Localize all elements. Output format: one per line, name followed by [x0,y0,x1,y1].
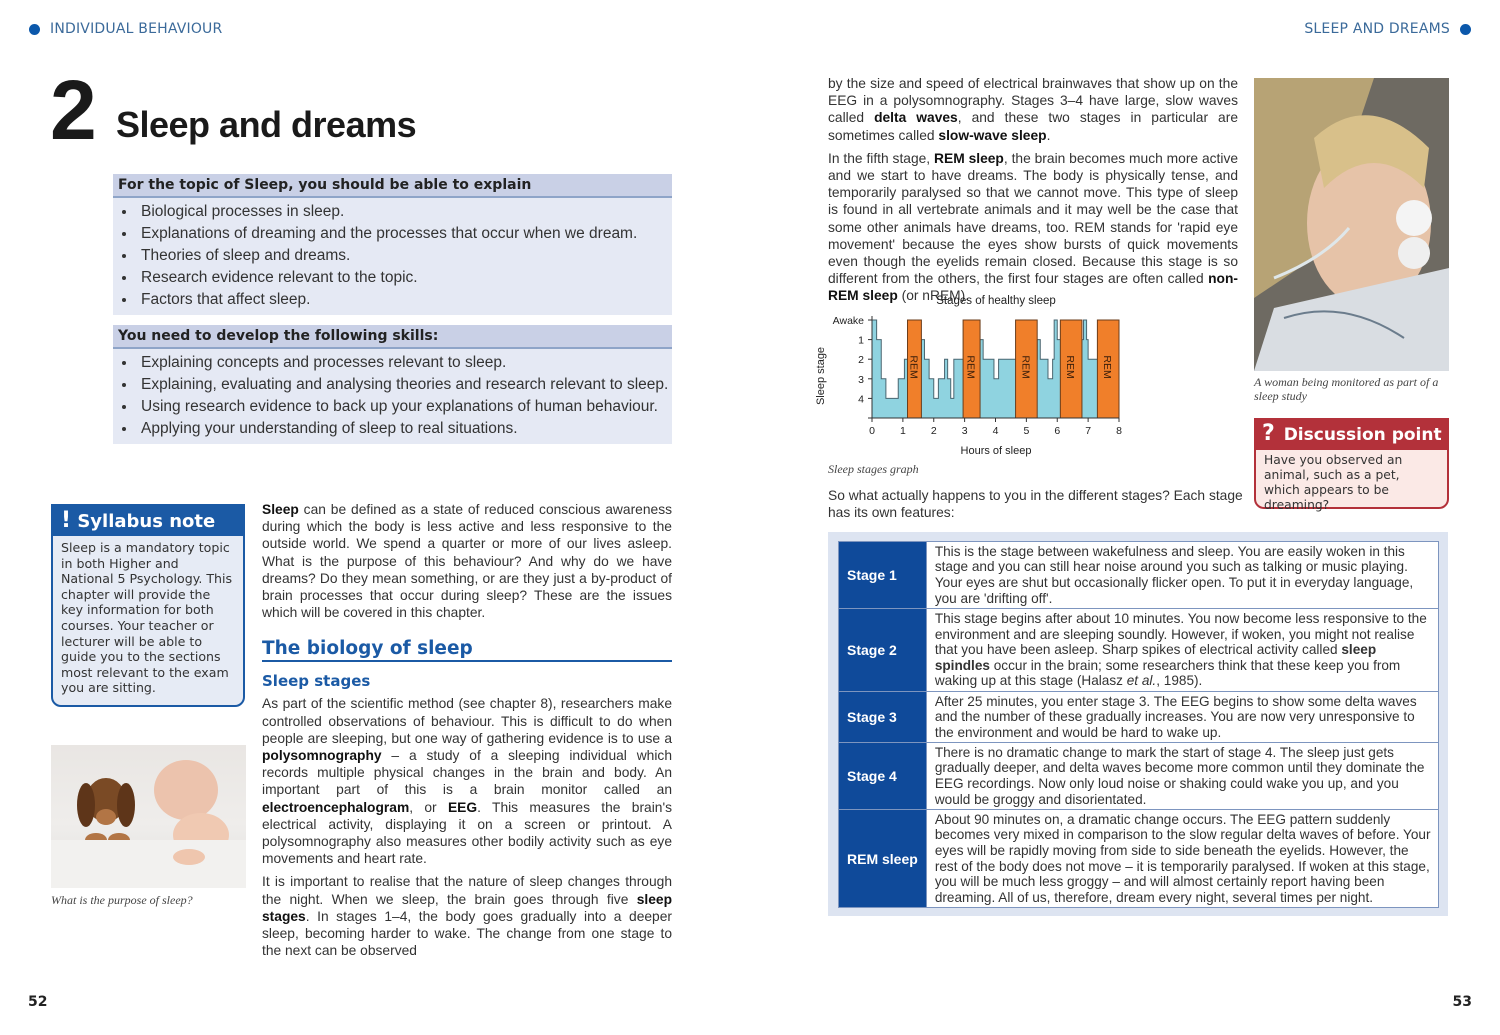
term-delta-waves: delta waves [874,110,958,126]
chart-x-tick-label: 6 [1054,425,1061,437]
baby-and-puppy-illustration [51,745,246,888]
text-run: – a study of a sleeping individual which records multiple physical changes in the brain and body. An important part of this is a brain monitor called an [262,748,672,798]
text-run: , 1985). [1156,673,1203,689]
chart-x-tick-label: 4 [992,425,999,437]
chart-y-tick-label: 2 [858,354,864,367]
chapter-number: 2 [50,63,97,157]
rem-bar-label: REM [1101,355,1114,379]
list-item: • Applying your understanding of sleep to real situations. [137,418,672,440]
chart-caption: Sleep stages graph [828,462,919,476]
term-sleep-stages: sleep stages [262,891,672,924]
chart-x-tick-label: 0 [869,425,875,437]
chart-x-tick-label: 1 [899,425,906,437]
table-intro-paragraph: So what actually happens to you in the different stages? Each stage has its own features: [828,488,1243,521]
text-run: As part of the scientific method (see chapter 8), researchers make controlled observations of behaviour. This is difficult to do when people are sleeping, but one way of gathering evidence is to use a [262,696,672,746]
objectives-skills-list [113,349,672,444]
objectives-explain-list [113,198,672,315]
chart-y-axis-label: Sleep stage [815,346,827,406]
table-intro [828,487,1243,521]
list-item: • Biological processes in sleep. [137,201,672,223]
page-number-right: 53 [1452,994,1472,1010]
objectives-skills-box [113,325,672,444]
table-row [839,542,1439,609]
exclamation-icon: ! [61,508,72,533]
chart-y-tick-label: 1 [858,334,864,347]
term-sleep-spindles: sleep spindles [934,642,1377,673]
list-item: • Theories of sleep and dreams. [137,245,672,267]
chart-y-tick-label: 4 [858,393,864,406]
question-mark-icon: ? [1262,421,1275,446]
paragraph-rem-sleep [828,150,1238,305]
text-run: It is important to realise that the nature of sleep changes through the night. When we sleep, the brain goes through five [262,874,672,907]
term-sleep: Sleep [262,502,299,517]
list-item: • Using research evidence to back up your explanations of human behaviour. [137,396,672,418]
syllabus-note-title: Syllabus note [77,511,216,532]
syllabus-note-body: Sleep is a mandatory topic in both Higher and National 5 Psychology. This chapter will provide the key information for both courses. Your teacher or lecturer will be able to guide you to the sections most relevant to the exam you are sitting. [61,540,233,696]
chart-x-tick-label: 8 [1116,425,1122,437]
section-bullet-icon [29,24,40,35]
text-run: . This measures the brain's electrical activity, displaying it on a screen or printout. A polysomnography also measures other bodily activity such as eye movements and heart rate. [262,799,672,867]
text-run: , and these two stages in particular are sometimes called [828,110,1239,143]
discussion-point-header [1256,420,1447,450]
stages-table [838,541,1439,908]
term-polysomnography: polysomnography [262,748,382,764]
stage-description: About 90 minutes on, a dramatic change occurs. The EEG pattern suddenly becomes very mixed in comparison to the slow regular delta waves of before. Your eyes will be rapidly moving from side to side beneath the eyelids. However, the rest of the body does not move – it is temporarily paralysed. If woken at this stage, you will be much less groggy – and will almost certainly report having been dreaming. All of us, therefore, dream every night, several times per night. [926,810,1438,908]
discussion-point-body: Have you observed an animal, such as a pet, which appears to be dreaming? [1264,453,1403,512]
sleep-study-caption: A woman being monitored as part of a sleep study [1254,375,1439,403]
stages-table-panel [828,532,1448,916]
stage-label: Stage 3 [839,692,927,743]
text-run: et al. [1126,673,1157,689]
discussion-point-box [1254,418,1449,512]
list-item: • Explaining concepts and processes relevant to sleep. [137,352,672,374]
sleep-study-illustration [1254,78,1449,371]
chart-x-tick-label: 7 [1085,425,1092,437]
left-main-column [262,501,672,959]
sleep-stages-chart [812,292,1142,460]
paragraph-delta-waves [828,75,1238,144]
discussion-point-title: Discussion point [1283,425,1442,445]
text-run: by the size and speed of electrical brainwaves that show up on the EEG in a polysomnography. Stages 3–4 have large, slow waves called [828,76,1238,126]
chart-x-axis-label: Hours of sleep [960,445,1032,457]
stage-label: REM sleep [839,810,927,908]
term-rem-sleep: REM sleep [934,150,1004,166]
section-bullet-icon [1460,24,1471,35]
baby-photo-caption: What is the purpose of sleep? [51,893,193,907]
stage-description: There is no dramatic change to mark the start of stage 4. The sleep just gets gradually deeper, and delta waves become more common until they dominate the EEG recordings. Now only loud noise or shaking could wake you up, and you would be groggy and disorientated. [926,743,1438,810]
chart-title: Stages of healthy sleep [936,295,1056,307]
stage-label: Stage 1 [839,542,927,609]
text-run: In the fifth stage, [828,150,935,166]
objectives-explain-heading: For the topic of Sleep, you should be able to explain [113,174,672,198]
sleep-study-photo [1254,78,1449,371]
paragraph-sleep-stages [262,873,672,959]
text-run: , the brain becomes much more active and we start to have dreams. The body is physically tense, and temporarily paralysed so that we cannot move. This type of sleep is found in all vertebrate animals and it may well be the case that some other animals have dreams, too. REM stands for 'rapid eye movement' because the eyes show bursts of quick movements even though the eyelids remain closed. Because this stage is so different from the others, the first four stages are often called [828,150,1239,287]
syllabus-note-header [53,506,243,536]
text-run: , or [409,799,448,815]
list-item: • Explaining, evaluating and analysing theories and research relevant to sleep. [137,374,672,396]
table-row [839,609,1439,692]
objectives-skills-heading: You need to develop the following skills: [113,325,672,349]
syllabus-note-box [51,504,245,707]
text-run: . [1046,127,1051,143]
rem-bar-label: REM [1019,355,1032,379]
stage-description: This is the stage between wakefulness and sleep. You are easily woken in this stage and you can still hear noise around you such as talking or music playing. Your eyes are shut but occasionally flicker open. To put it in everyday language, you are 'drifting off'. [926,542,1438,609]
running-header-left: INDIVIDUAL BEHAVIOUR [50,21,223,37]
paragraph-polysomnography [262,695,672,867]
term-slow-wave-sleep: slow-wave sleep [938,127,1047,143]
subsection-heading: Sleep stages [262,672,371,691]
stage-label: Stage 4 [839,743,927,810]
table-row [839,743,1439,810]
list-item: • Factors that affect sleep. [137,289,672,311]
term-eeg: EEG [447,799,478,815]
text-run: This stage begins after about 10 minutes. You now become less responsive to the environment and are sleeping soundly. However, if woken, you might not realise that you have been asleep. Sharp spikes of electrical activity called [934,611,1427,658]
intro-text: can be defined as a state of reduced conscious awareness during which the body is less active and less responsive to the outside world. We spend a quarter or more of our lives asleep. What is the purpose of this behaviour? And why do we have dreams? Do they mean something, or are they just a by-product of brain processes that occur during sleep? These are the issues which will be covered in this chapter. [262,502,672,621]
chapter-title: Sleep and dreams [116,104,417,145]
section-heading: The biology of sleep [262,638,672,662]
text-run: . In stages 1–4, the body goes gradually into a deeper sleep, becoming harder to wake. The change from one stage to the next can be observed [262,908,672,959]
stage-description [926,609,1438,692]
rem-bar-label: REM [964,355,977,379]
list-item: • Research evidence relevant to the topic. [137,267,672,289]
table-row [839,810,1439,908]
text-run: occur in the brain; some researchers think that these keep you from waking up at this stage (Halasz [934,657,1401,689]
table-row [839,692,1439,743]
objectives-explain-box [113,174,672,315]
baby-and-puppy-photo [51,745,246,888]
list-item: • Explanations of dreaming and the processes that occur when we dream. [137,223,672,245]
text-run: (or nREM). [897,288,970,304]
term-electroencephalogram: electroencephalogram [262,799,410,815]
chart-x-tick-label: 3 [961,425,968,437]
chart-x-tick-label: 5 [1023,425,1030,437]
term-non-rem-sleep: non-REM sleep [828,271,1238,304]
intro-paragraph [262,501,672,621]
rem-bar-label: REM [907,355,920,379]
stage-description: After 25 minutes, you enter stage 3. The EEG begins to show some delta waves and the number of these gradually increases. You are now very unresponsive to the environment and would be hard to wake up. [926,692,1438,743]
rem-bar-label: REM [1064,355,1077,379]
chart-y-tick-label: 3 [858,373,864,386]
chart-y-tick-label: Awake [832,315,864,327]
stage-label: Stage 2 [839,609,927,692]
right-text-column [828,75,1238,305]
chart-x-tick-label: 2 [930,425,937,437]
page-number-left: 52 [28,994,48,1010]
running-header-right: SLEEP AND DREAMS [1304,21,1450,37]
